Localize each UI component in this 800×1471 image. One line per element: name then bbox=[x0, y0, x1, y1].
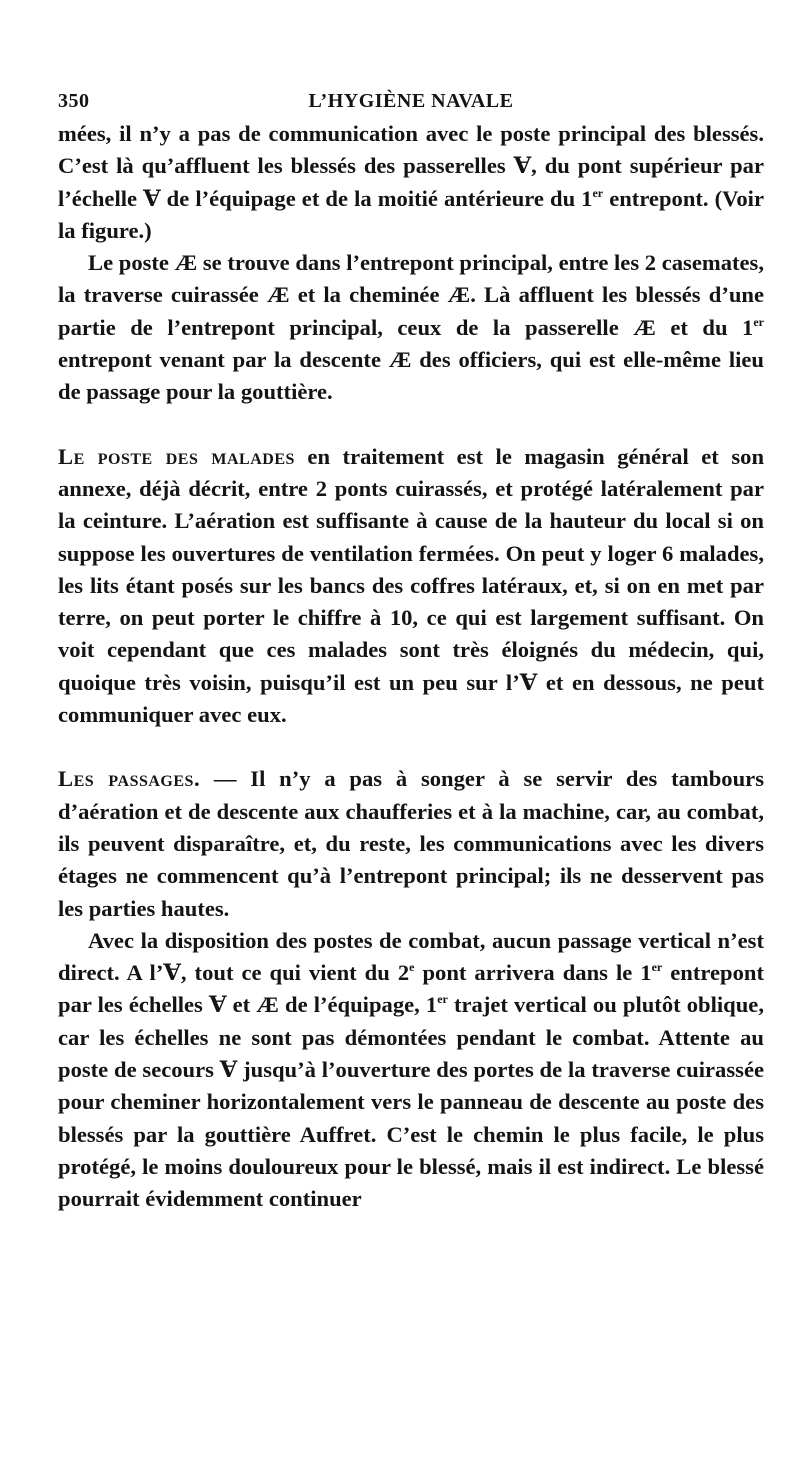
ordinal-superscript: e bbox=[409, 960, 415, 975]
arriere-mark: Æ bbox=[174, 250, 198, 276]
avant-mark: Ɐ bbox=[513, 153, 532, 179]
page-number: 350 bbox=[58, 90, 90, 112]
arriere-mark: Æ bbox=[388, 347, 412, 373]
arriere-mark: Æ bbox=[633, 314, 656, 340]
arriere-mark: Æ bbox=[266, 282, 290, 308]
ordinal-superscript: er bbox=[651, 960, 663, 975]
ordinal-superscript: er bbox=[753, 314, 764, 329]
book-page bbox=[58, 84, 764, 1216]
section-lead-malades: Le poste des malades bbox=[58, 443, 295, 469]
ordinal-superscript: er bbox=[592, 185, 604, 200]
paragraph-poste-arriere: Le poste Æ se trouve dans l’entrepont principal, entre les 2 casemates, la traverse cuirassée Æ et la cheminée Æ. Là affluent les blessés d’une partie de l’entrepont principal, ceux de la passerelle Æ et du 1er entrepont venant par la descente Æ des officiers, qui est elle-même lieu de passage pour la gouttière. bbox=[58, 250, 765, 405]
arriere-mark: Æ bbox=[447, 282, 471, 308]
arriere-mark: Æ bbox=[256, 992, 279, 1018]
avant-mark: Ɐ bbox=[519, 669, 538, 695]
avant-mark: Ɐ bbox=[163, 960, 181, 986]
ordinal-superscript: er bbox=[437, 992, 448, 1007]
paragraph-passages: Les passages. — Il n’y a pas à songer à se servir des tambours d’aération et de descente aux chaufferies et à la machine, car, au combat, ils peuvent disparaître, et, du reste, les communications avec les divers étages ne commencent qu’à l’entrepont principal; ils ne desservent pas les parties hautes. bbox=[58, 766, 764, 921]
page-header bbox=[58, 84, 764, 118]
paragraph-continued: mées, il n’y a pas de communication avec le poste principal des blessés. C’est là qu’affluent les blessés des passerelles Ɐ, du pont supérieur par l’échelle Ɐ de l’équipage et de la moitié antérieure du 1er entrepont. (Voir la figure.) bbox=[58, 121, 764, 243]
avant-mark: Ɐ bbox=[208, 992, 227, 1018]
running-title: L’HYGIÈNE NAVALE bbox=[308, 90, 514, 112]
section-lead-passages: Les passages. bbox=[58, 766, 201, 792]
avant-mark: Ɐ bbox=[219, 1057, 238, 1083]
paragraph-disposition: Avec la disposition des postes de combat, aucun passage vertical n’est direct. A l’Ɐ, tout ce qui vient du 2e pont arrivera dans le 1er entrepont par les échelles Ɐ et Æ de l’équipage, 1er trajet vertical ou plutôt oblique, car les échelles ne sont pas démontées pendant le combat. Attente au poste de secours Ɐ jusqu’à l’ouverture des portes de la traverse cuirassée pour cheminer horizontalement vers le panneau de descente au poste des blessés par la gouttière Auffret. C’est le chemin le plus facile, le plus protégé, le moins douloureux pour le blessé, mais il est indirect. Le blessé pourrait évidemment continuer bbox=[58, 927, 764, 1212]
paragraph-poste-malades: Le poste des malades en traitement est le magasin général et son annexe, déjà décrit, entre 2 ponts cuirassés, et protégé latéralement par la ceinture. L’aération est suffisante à cause de la hauteur du local si on suppose les ouvertures de ventilation fermées. On peut y loger 6 malades, les lits étant posés sur les bancs des coffres latéraux, et, si on en met par terre, on peut porter le chiffre à 10, ce qui est largement suffisant. On voit cependant que ces malades sont très éloignés du médecin, qui, quoique très voisin, puisqu’il est un peu sur l’Ɐ et en dessous, ne peut communiquer avec eux. bbox=[58, 443, 765, 728]
avant-mark: Ɐ bbox=[143, 185, 161, 211]
